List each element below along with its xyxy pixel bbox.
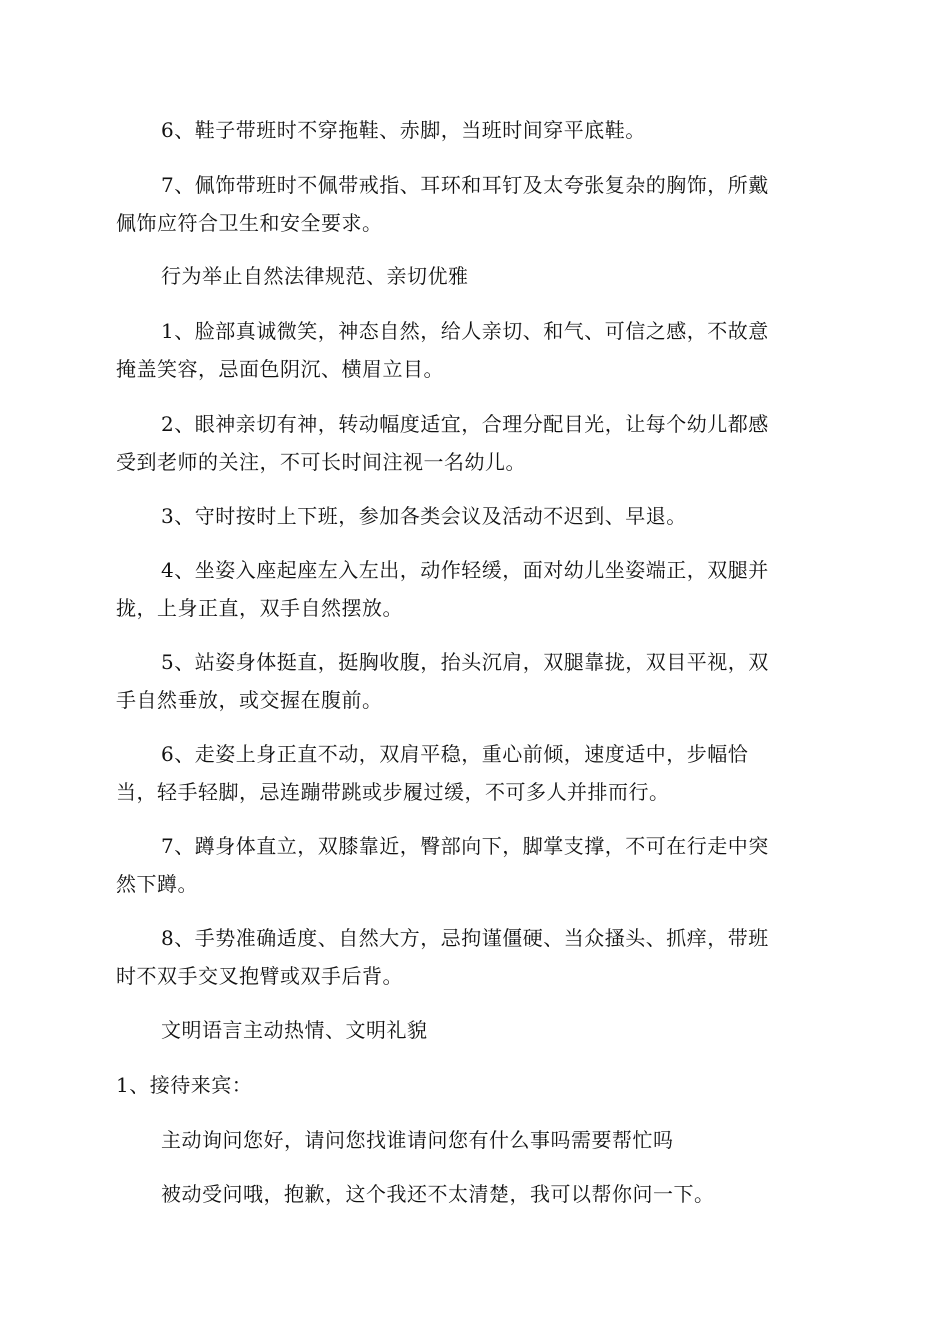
paragraph-line: 2、眼神亲切有神，转动幅度适宜，合理分配目光，让每个幼儿都感 (161, 412, 769, 436)
paragraph-line: 8、手势准确适度、自然大方，忌拘谨僵硬、当众搔头、抓痒，带班 (161, 926, 769, 950)
paragraph-line: 拢，上身正直，双手自然摆放。 (116, 596, 403, 620)
paragraph-line: 被动受问哦，抱歉，这个我还不太清楚，我可以帮你问一下。 (161, 1182, 715, 1206)
paragraph-line: 6、走姿上身正直不动，双肩平稳，重心前倾，速度适中，步幅恰 (161, 742, 749, 766)
paragraph-line: 手自然垂放，或交握在腹前。 (116, 688, 383, 712)
paragraph-line: 主动询问您好，请问您找谁请问您有什么事吗需要帮忙吗 (161, 1128, 674, 1152)
paragraph-line: 3、守时按时上下班，参加各类会议及活动不迟到、早退。 (161, 504, 687, 528)
paragraph-line: 时不双手交叉抱臂或双手后背。 (116, 964, 403, 988)
paragraph-line: 1、脸部真诚微笑，神态自然，给人亲切、和气、可信之感，不故意 (161, 319, 769, 343)
section-heading: 行为举止自然法律规范、亲切优雅 (161, 264, 469, 288)
paragraph-line: 5、站姿身体挺直，挺胸收腹，抬头沉肩，双腿靠拢，双目平视，双 (161, 650, 769, 674)
paragraph-line: 7、佩饰带班时不佩带戒指、耳环和耳钉及太夸张复杂的胸饰，所戴 (161, 173, 769, 197)
paragraph-line: 佩饰应符合卫生和安全要求。 (116, 211, 383, 235)
list-item-heading: 1、接待来宾： (116, 1073, 253, 1097)
paragraph-line: 受到老师的关注，不可长时间注视一名幼儿。 (116, 450, 526, 474)
paragraph-line: 掩盖笑容，忌面色阴沉、横眉立目。 (116, 357, 444, 381)
paragraph-line: 当，轻手轻脚，忌连蹦带跳或步履过缓，不可多人并排而行。 (116, 780, 670, 804)
paragraph-line: 6、鞋子带班时不穿拖鞋、赤脚，当班时间穿平底鞋。 (161, 118, 646, 142)
paragraph-line: 4、坐姿入座起座左入左出，动作轻缓，面对幼儿坐姿端正，双腿并 (161, 558, 769, 582)
section-heading: 文明语言主动热情、文明礼貌 (161, 1018, 428, 1042)
paragraph-line: 7、蹲身体直立，双膝靠近，臀部向下，脚掌支撑，不可在行走中突 (161, 834, 769, 858)
paragraph-line: 然下蹲。 (116, 872, 198, 896)
